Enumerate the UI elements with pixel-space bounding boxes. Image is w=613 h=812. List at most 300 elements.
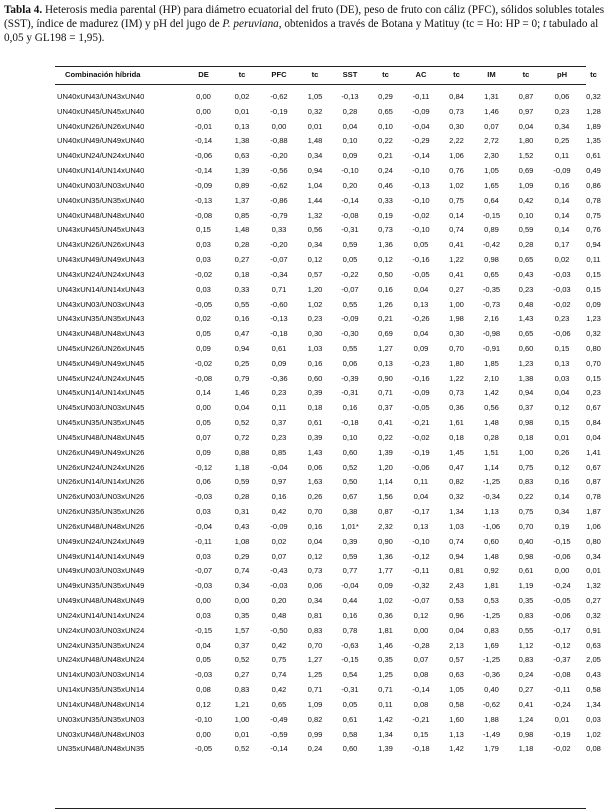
value-cell: 1,42 bbox=[378, 714, 393, 724]
value-cell: 0,26 bbox=[554, 447, 570, 457]
table-row bbox=[55, 682, 606, 697]
value-cell: 1,51 bbox=[484, 447, 499, 457]
value-cell: -0,32 bbox=[412, 581, 430, 591]
value-cell: 0,27 bbox=[234, 255, 250, 265]
value-cell: -0,36 bbox=[482, 670, 501, 680]
value-cell: 0,30 bbox=[449, 121, 464, 131]
value-cell: 0,00 bbox=[234, 596, 250, 606]
value-cell: -0,91 bbox=[482, 343, 501, 353]
value-cell: 0,32 bbox=[586, 610, 601, 620]
value-cell: 1,34 bbox=[449, 507, 464, 517]
combination-cell: UN43xUN45/UN45xUN43 bbox=[57, 225, 145, 235]
value-cell: -0,09 bbox=[412, 106, 430, 116]
combination-cell: UN45xUN48/UN48xUN45 bbox=[57, 432, 145, 442]
value-cell: 0,72 bbox=[234, 432, 250, 442]
value-cell: -0,04 bbox=[412, 121, 430, 131]
value-cell: 0,27 bbox=[449, 284, 464, 294]
value-cell: 0,94 bbox=[449, 551, 464, 561]
value-cell: 0,41 bbox=[378, 418, 393, 428]
value-cell: -0,18 bbox=[341, 418, 359, 428]
value-cell: -1,25 bbox=[482, 610, 501, 620]
combination-cell: UN26xUN48/UN48xUN26 bbox=[57, 521, 145, 531]
value-cell: 0,05 bbox=[413, 240, 429, 250]
value-cell: 1,12 bbox=[518, 640, 534, 650]
value-cell: 1,04 bbox=[307, 180, 323, 190]
value-cell: 0,52 bbox=[342, 462, 358, 472]
value-cell: 0,75 bbox=[271, 655, 287, 665]
header-tc: tc bbox=[522, 70, 530, 79]
value-cell: 0,83 bbox=[484, 625, 499, 635]
value-cell: 0,05 bbox=[196, 329, 211, 339]
value-cell: 0,42 bbox=[518, 195, 534, 205]
combination-cell: UN49xUN48/UN48xUN49 bbox=[57, 596, 145, 606]
value-cell: 1,46 bbox=[484, 106, 499, 116]
value-cell: 0,49 bbox=[586, 166, 601, 176]
value-cell: 1,98 bbox=[449, 314, 464, 324]
value-cell: 0,71 bbox=[378, 388, 393, 398]
value-cell: -0,09 bbox=[194, 180, 213, 190]
value-cell: 0,04 bbox=[554, 388, 570, 398]
value-cell: 1,44 bbox=[307, 195, 323, 205]
value-cell: 1,48 bbox=[234, 225, 250, 235]
value-cell: 0,15 bbox=[586, 373, 601, 383]
value-cell: -0,31 bbox=[341, 388, 359, 398]
combination-cell: UN43xUN14/UN14xUN43 bbox=[57, 284, 145, 294]
value-cell: -0,30 bbox=[341, 329, 359, 339]
value-cell: -0,56 bbox=[270, 166, 288, 176]
value-cell: 0,14 bbox=[554, 225, 570, 235]
value-cell: 0,58 bbox=[449, 699, 464, 709]
value-cell: 0,22 bbox=[378, 432, 393, 442]
combination-cell: UN40xUN14/UN14xUN40 bbox=[57, 166, 145, 176]
value-cell: 1,14 bbox=[484, 462, 499, 472]
value-cell: 2,43 bbox=[449, 581, 464, 591]
value-cell: 0,23 bbox=[554, 106, 570, 116]
combination-cell: UN24xUN14/UN14xUN24 bbox=[57, 610, 145, 620]
table-row bbox=[55, 178, 606, 193]
value-cell: 0,11 bbox=[554, 151, 570, 161]
combination-cell: UN40xUN49/UN49xUN40 bbox=[57, 136, 145, 146]
value-cell: 1,61 bbox=[449, 418, 464, 428]
combination-cell: UN40xUN24/UN24xUN40 bbox=[57, 151, 145, 161]
table-row bbox=[55, 741, 606, 756]
value-cell: 0,06 bbox=[554, 91, 570, 101]
value-cell: 0,97 bbox=[271, 477, 287, 487]
value-cell: 0,59 bbox=[234, 477, 250, 487]
combination-cell: UN14xUN03/UN03xUN14 bbox=[57, 670, 145, 680]
value-cell: 0,37 bbox=[271, 418, 287, 428]
value-cell: 0,21 bbox=[378, 314, 393, 324]
value-cell: 0,13 bbox=[554, 358, 570, 368]
value-cell: 1,79 bbox=[484, 744, 499, 754]
value-cell: 0,04 bbox=[307, 536, 323, 546]
table-row bbox=[55, 564, 606, 579]
value-cell: -0,09 bbox=[270, 521, 288, 531]
value-cell: -0,10 bbox=[341, 166, 359, 176]
value-cell: 0,90 bbox=[378, 373, 393, 383]
value-cell: 0,12 bbox=[554, 462, 570, 472]
value-cell: 0,19 bbox=[554, 521, 570, 531]
value-cell: -0,06 bbox=[194, 151, 213, 161]
table-row bbox=[55, 519, 606, 534]
value-cell: 0,18 bbox=[234, 269, 250, 279]
value-cell: 0,05 bbox=[196, 418, 211, 428]
value-cell: 0,76 bbox=[449, 166, 464, 176]
value-cell: 0,16 bbox=[307, 358, 323, 368]
value-cell: 0,01 bbox=[554, 714, 570, 724]
table-row bbox=[55, 222, 606, 237]
value-cell: -0,06 bbox=[553, 610, 571, 620]
value-cell: 0,00 bbox=[196, 729, 211, 739]
combination-cell: UN43xUN49/UN49xUN43 bbox=[57, 255, 145, 265]
value-cell: 0,77 bbox=[342, 566, 358, 576]
table-row bbox=[55, 267, 606, 282]
value-cell: 0,07 bbox=[196, 432, 211, 442]
combination-cell: UN43xUN24/UN24xUN43 bbox=[57, 269, 145, 279]
value-cell: 0,82 bbox=[307, 714, 323, 724]
value-cell: 1,81 bbox=[378, 625, 393, 635]
value-cell: 0,32 bbox=[449, 492, 464, 502]
value-cell: 0,71 bbox=[307, 685, 323, 695]
combination-cell: UN43xUN48/UN48xUN43 bbox=[57, 329, 145, 339]
value-cell: 0,43 bbox=[518, 269, 534, 279]
table-row bbox=[55, 460, 606, 475]
table-row bbox=[55, 371, 606, 386]
table-row bbox=[55, 133, 606, 148]
value-cell: 0,19 bbox=[378, 210, 393, 220]
value-cell: 0,75 bbox=[586, 210, 601, 220]
value-cell: 1,41 bbox=[586, 447, 601, 457]
value-cell: 0,28 bbox=[518, 240, 534, 250]
header-de: DE bbox=[198, 70, 209, 79]
value-cell: -0,07 bbox=[194, 566, 213, 576]
value-cell: 0,10 bbox=[518, 210, 534, 220]
value-cell: 0,33 bbox=[378, 195, 393, 205]
value-cell: 0,20 bbox=[271, 596, 287, 606]
combination-cell: UN24xUN03/UN03xUN24 bbox=[57, 625, 145, 635]
value-cell: 0,31 bbox=[234, 507, 250, 517]
value-cell: 0,87 bbox=[378, 507, 393, 517]
combination-cell: UN24xUN48/UN48xUN24 bbox=[57, 655, 145, 665]
value-cell: 0,87 bbox=[586, 477, 601, 487]
value-cell: -0,08 bbox=[553, 670, 571, 680]
value-cell: 1,38 bbox=[518, 373, 534, 383]
combination-cell: UN26xUN24/UN24xUN26 bbox=[57, 462, 145, 472]
value-cell: -0,12 bbox=[194, 462, 213, 472]
value-cell: 0,71 bbox=[271, 284, 287, 294]
combination-cell: UN03xUN35/UN35xUN03 bbox=[57, 714, 145, 724]
value-cell: 0,84 bbox=[449, 91, 464, 101]
value-cell: -0,34 bbox=[482, 492, 501, 502]
value-cell: 1,03 bbox=[449, 521, 464, 531]
value-cell: -0,24 bbox=[553, 699, 571, 709]
value-cell: 1,24 bbox=[518, 714, 534, 724]
value-cell: 0,75 bbox=[518, 507, 534, 517]
value-cell: 0,00 bbox=[196, 403, 211, 413]
value-cell: 0,65 bbox=[484, 269, 499, 279]
value-cell: 0,74 bbox=[271, 670, 287, 680]
value-cell: 0,44 bbox=[342, 596, 358, 606]
value-cell: -0,05 bbox=[412, 403, 430, 413]
value-cell: 0,14 bbox=[449, 210, 464, 220]
value-cell: 0,81 bbox=[449, 566, 464, 576]
value-cell: 1,38 bbox=[234, 136, 250, 146]
table-row bbox=[55, 193, 606, 208]
value-cell: -0,03 bbox=[270, 581, 288, 591]
table-row bbox=[55, 400, 606, 415]
combination-cell: UN43xUN03/UN03xUN43 bbox=[57, 299, 145, 309]
value-cell: 0,65 bbox=[518, 329, 534, 339]
value-cell: 0,55 bbox=[342, 343, 358, 353]
value-cell: 0,60 bbox=[342, 744, 358, 754]
value-cell: 1,02 bbox=[449, 180, 464, 190]
value-cell: 0,70 bbox=[518, 521, 534, 531]
table-row bbox=[55, 638, 606, 653]
table-row bbox=[55, 297, 606, 312]
value-cell: -0,86 bbox=[270, 195, 288, 205]
value-cell: -1,06 bbox=[482, 521, 501, 531]
value-cell: 1,23 bbox=[586, 314, 601, 324]
table-row bbox=[55, 504, 606, 519]
value-cell: 1,36 bbox=[378, 240, 393, 250]
value-cell: -0,07 bbox=[341, 284, 359, 294]
value-cell: -0,11 bbox=[412, 91, 430, 101]
value-cell: 0,32 bbox=[586, 329, 601, 339]
combination-cell: UN40xUN45/UN45xUN40 bbox=[57, 106, 145, 116]
value-cell: -0,14 bbox=[412, 685, 430, 695]
value-cell: -0,03 bbox=[194, 492, 213, 502]
value-cell: 0,47 bbox=[234, 329, 250, 339]
value-cell: 0,03 bbox=[196, 240, 211, 250]
value-cell: 1,00 bbox=[234, 714, 250, 724]
value-cell: -0,14 bbox=[412, 151, 430, 161]
value-cell: -0,73 bbox=[482, 299, 501, 309]
table-row bbox=[55, 83, 606, 104]
value-cell: 0,09 bbox=[586, 299, 601, 309]
value-cell: 0,41 bbox=[449, 240, 464, 250]
table-row bbox=[55, 119, 606, 134]
table-row bbox=[55, 652, 606, 667]
header-im: IM bbox=[487, 70, 496, 79]
value-cell: 1,20 bbox=[307, 284, 323, 294]
value-cell: 0,60 bbox=[484, 536, 499, 546]
value-cell: 0,90 bbox=[378, 536, 393, 546]
value-cell: 1,26 bbox=[378, 299, 393, 309]
value-cell: 0,43 bbox=[234, 521, 250, 531]
value-cell: 0,12 bbox=[196, 699, 211, 709]
table-row bbox=[55, 415, 606, 430]
value-cell: 1,28 bbox=[586, 106, 601, 116]
table-row bbox=[55, 104, 606, 119]
value-cell: 0,08 bbox=[413, 670, 429, 680]
value-cell: 1,39 bbox=[378, 447, 393, 457]
value-cell: 0,17 bbox=[554, 240, 570, 250]
table-row bbox=[55, 237, 606, 252]
value-cell: -0,21 bbox=[412, 714, 430, 724]
table-row bbox=[55, 252, 606, 267]
value-cell: 0,97 bbox=[518, 106, 534, 116]
combination-cell: UN45xUN49/UN49xUN45 bbox=[57, 358, 145, 368]
value-cell: 1,02 bbox=[307, 299, 323, 309]
combination-cell: UN26xUN03/UN03xUN26 bbox=[57, 492, 145, 502]
value-cell: 1,08 bbox=[234, 536, 250, 546]
value-cell: -0,60 bbox=[270, 299, 288, 309]
value-cell: 1,42 bbox=[484, 388, 499, 398]
value-cell: 2,13 bbox=[449, 640, 464, 650]
caption-text-1: Heterosis media parental (HP) para diámetro ecuatorial del fruto (DE), peso de fruto con cáliz (PFC), sólidos solubles totales (SST), índice de madurez (IM) y pH del jugo de bbox=[4, 4, 605, 30]
value-cell: -0,08 bbox=[341, 210, 359, 220]
combination-cell: UN49xUN35/UN35xUN49 bbox=[57, 581, 145, 591]
value-cell: 0,28 bbox=[234, 492, 250, 502]
value-cell: 0,86 bbox=[586, 180, 601, 190]
value-cell: 0,03 bbox=[196, 551, 211, 561]
value-cell: 1,20 bbox=[378, 462, 393, 472]
value-cell: 1,22 bbox=[449, 373, 464, 383]
value-cell: 0,55 bbox=[518, 625, 534, 635]
value-cell: 0,04 bbox=[413, 284, 429, 294]
value-cell: 0,14 bbox=[554, 195, 570, 205]
value-cell: 0,56 bbox=[484, 403, 499, 413]
value-cell: 0,05 bbox=[342, 255, 358, 265]
value-cell: 0,23 bbox=[307, 314, 323, 324]
value-cell: 1,19 bbox=[518, 581, 534, 591]
value-cell: 1,23 bbox=[518, 358, 534, 368]
value-cell: 0,04 bbox=[413, 492, 429, 502]
value-cell: -0,20 bbox=[270, 240, 288, 250]
value-cell: 0,09 bbox=[413, 343, 429, 353]
value-cell: -0,10 bbox=[412, 225, 430, 235]
value-cell: 0,79 bbox=[234, 373, 250, 383]
value-cell: 0,57 bbox=[307, 269, 323, 279]
value-cell: -0,06 bbox=[553, 329, 571, 339]
table-row bbox=[55, 608, 606, 623]
value-cell: 0,98 bbox=[518, 551, 534, 561]
value-cell: 1,48 bbox=[484, 418, 499, 428]
value-cell: 0,88 bbox=[234, 447, 250, 457]
value-cell: 0,16 bbox=[554, 180, 570, 190]
combination-cell: UN49xUN03/UN03xUN49 bbox=[57, 566, 145, 576]
value-cell: 0,01 bbox=[307, 121, 323, 131]
value-cell: -0,13 bbox=[270, 314, 288, 324]
value-cell: 0,32 bbox=[586, 91, 601, 101]
value-cell: 0,16 bbox=[378, 284, 393, 294]
value-cell: 1,81 bbox=[484, 581, 499, 591]
value-cell: -0,62 bbox=[270, 91, 288, 101]
value-cell: -0,09 bbox=[341, 314, 359, 324]
value-cell: 0,24 bbox=[307, 744, 323, 754]
value-cell: 0,61 bbox=[271, 343, 287, 353]
value-cell: 0,63 bbox=[449, 670, 464, 680]
header-combinacion: Combinación híbrida bbox=[65, 70, 141, 79]
value-cell: 0,16 bbox=[307, 521, 323, 531]
value-cell: 0,32 bbox=[307, 106, 323, 116]
value-cell: -0,13 bbox=[412, 180, 430, 190]
value-cell: -0,05 bbox=[194, 299, 213, 309]
value-cell: -0,02 bbox=[194, 269, 213, 279]
value-cell: 0,12 bbox=[307, 551, 323, 561]
table-row bbox=[55, 623, 606, 638]
value-cell: -0,02 bbox=[412, 432, 430, 442]
value-cell: 0,92 bbox=[484, 566, 499, 576]
value-cell: 0,59 bbox=[518, 225, 534, 235]
value-cell: 0,67 bbox=[586, 403, 601, 413]
value-cell: 0,00 bbox=[413, 625, 429, 635]
value-cell: 0,03 bbox=[196, 507, 211, 517]
value-cell: 1,42 bbox=[449, 744, 464, 754]
value-cell: -0,07 bbox=[270, 255, 288, 265]
value-cell: 0,42 bbox=[271, 685, 287, 695]
combination-cell: UN49xUN24/UN24xUN49 bbox=[57, 536, 145, 546]
table-row bbox=[55, 148, 606, 163]
combination-cell: UN40xUN43/UN43xUN40 bbox=[57, 91, 145, 101]
value-cell: 0,05 bbox=[196, 655, 211, 665]
value-cell: 0,35 bbox=[378, 655, 393, 665]
value-cell: -0,15 bbox=[553, 536, 571, 546]
value-cell: 0,34 bbox=[307, 151, 323, 161]
combination-cell: UN03xUN48/UN48xUN03 bbox=[57, 729, 145, 739]
value-cell: 0,13 bbox=[413, 299, 429, 309]
value-cell: 0,04 bbox=[413, 329, 429, 339]
value-cell: 1,09 bbox=[307, 699, 323, 709]
value-cell: 1,00 bbox=[449, 299, 464, 309]
bottom-rule bbox=[55, 808, 586, 809]
value-cell: 1,89 bbox=[586, 121, 601, 131]
value-cell: -0,20 bbox=[270, 151, 288, 161]
value-cell: -0,19 bbox=[412, 447, 430, 457]
value-cell: -0,24 bbox=[553, 581, 571, 591]
value-cell: 0,04 bbox=[449, 625, 464, 635]
combination-cell: UN14xUN35/UN35xUN14 bbox=[57, 685, 145, 695]
value-cell: 1,69 bbox=[484, 640, 499, 650]
value-cell: 0,70 bbox=[449, 343, 464, 353]
value-cell: 0,53 bbox=[449, 596, 464, 606]
value-cell: 0,67 bbox=[586, 462, 601, 472]
header-tc: tc bbox=[311, 70, 319, 79]
combination-cell: UN24xUN35/UN35xUN24 bbox=[57, 640, 145, 650]
value-cell: 0,78 bbox=[342, 625, 358, 635]
value-cell: 0,22 bbox=[378, 136, 393, 146]
value-cell: 0,00 bbox=[196, 596, 211, 606]
value-cell: 0,81 bbox=[307, 610, 323, 620]
value-cell: 1,27 bbox=[378, 343, 393, 353]
value-cell: 0,55 bbox=[342, 299, 358, 309]
combination-cell: UN43xUN35/UN35xUN43 bbox=[57, 314, 145, 324]
value-cell: 1,25 bbox=[307, 670, 323, 680]
value-cell: -0,18 bbox=[412, 744, 430, 754]
value-cell: 0,58 bbox=[586, 685, 601, 695]
value-cell: 0,12 bbox=[307, 255, 323, 265]
value-cell: 1,14 bbox=[378, 477, 393, 487]
combination-cell: UN40xUN48/UN48xUN40 bbox=[57, 210, 145, 220]
value-cell: 0,03 bbox=[196, 255, 211, 265]
value-cell: 0,59 bbox=[342, 551, 358, 561]
value-cell: 0,22 bbox=[518, 492, 534, 502]
value-cell: 1,13 bbox=[449, 729, 464, 739]
value-cell: 0,60 bbox=[342, 447, 358, 457]
combination-cell: UN45xUN35/UN35xUN45 bbox=[57, 418, 145, 428]
value-cell: 1,77 bbox=[378, 566, 393, 576]
value-cell: -0,10 bbox=[412, 536, 430, 546]
value-cell: -0,10 bbox=[412, 195, 430, 205]
value-cell: 0,28 bbox=[234, 240, 250, 250]
value-cell: 1,80 bbox=[449, 358, 464, 368]
value-cell: 0,04 bbox=[196, 640, 211, 650]
value-cell: 0,04 bbox=[342, 121, 358, 131]
value-cell: -0,15 bbox=[341, 655, 359, 665]
value-cell: 0,70 bbox=[586, 358, 601, 368]
table-row bbox=[55, 163, 606, 178]
value-cell: -0,10 bbox=[194, 714, 213, 724]
